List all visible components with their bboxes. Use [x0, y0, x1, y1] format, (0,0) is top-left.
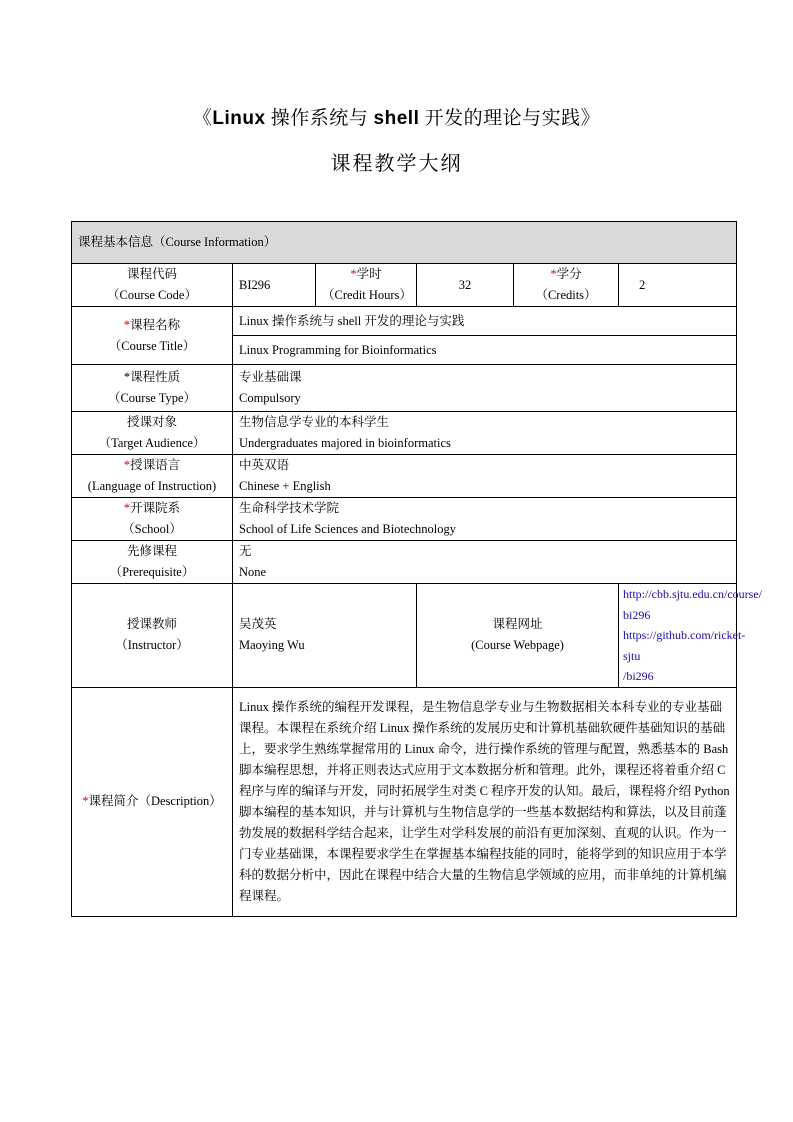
title-linux: Linux: [212, 108, 266, 129]
description-label: *课程简介（Description）: [72, 687, 233, 916]
course-code-value: BI296: [233, 264, 316, 307]
prerequisite-value: 无 None: [233, 541, 737, 584]
course-type-label: *课程性质 （Course Type）: [72, 365, 233, 412]
title-close-bracket: 》: [580, 108, 601, 129]
instructor-label: 授课教师 （Instructor）: [72, 584, 233, 688]
course-code-label: 课程代码 （Course Code）: [72, 264, 233, 307]
document-subtitle: 课程教学大纲: [330, 153, 463, 175]
webpage-links: [619, 584, 762, 688]
webpage-link-github-path[interactable]: /bi296: [623, 669, 654, 683]
course-info-table: [71, 221, 762, 917]
prerequisite-label: 先修课程 （Prerequisite）: [72, 541, 233, 584]
course-type-value: 专业基础课 Compulsory: [233, 365, 737, 412]
school-value: 生命科学技术学院 School of Life Sciences and Biotechnology: [233, 498, 737, 541]
language-label: *授课语言 (Language of Instruction): [72, 455, 233, 498]
credits-value: 2: [619, 264, 737, 307]
title-shell: shell: [373, 108, 420, 129]
credits-label: *学分 （Credits）: [514, 264, 619, 307]
title-open-bracket: 《: [192, 108, 213, 129]
webpage-label: 课程网址 (Course Webpage): [417, 584, 619, 688]
target-audience-label: 授课对象 （Target Audience）: [72, 412, 233, 455]
credit-hours-label: *学时 （Credit Hours）: [316, 264, 417, 307]
description-text: Linux 操作系统的编程开发课程，是生物信息学专业与生物数据相关本科专业的专业基础课程。本课程在系统介绍 Linux 操作系统的发展历史和计算机基础软硬件基础知识的基础上，要求学生熟练掌握常用的 Linux 命令，进行操作系统的管理与配置，熟悉基本的 Bash 脚本编程思想，并将正则表达式应用于文本数据分析和管理。此外，课程还将着重介绍 C 程序与库的编译与开发，同时拓展学生对类 C 程序开发的认知。最后，课程将介绍 Python 脚本编程的基本知识，并与计算机与生物信息学的一些基本数据结构和算法，以及目前蓬勃发展的数据科学结合起来，让学生对学科发展的前沿有更加深刻、直观的认识。作为一门专业基础课，本课程要求学生在掌握基本编程技能的同时，能将学到的知识应用于本学科的数据分析中，因此在课程中结合大量的生物信息学领域的应用，而非单纯的计算机编程课程。: [233, 687, 737, 916]
title-text-2: 开发的理论与实践: [419, 108, 581, 129]
credit-hours-value: 32: [417, 264, 514, 307]
section-header: 课程基本信息（Course Information）: [72, 222, 737, 264]
school-label: *开课院系 （School）: [72, 498, 233, 541]
webpage-link-github[interactable]: https://github.com/ricket-sjtu: [623, 628, 746, 663]
target-audience-value: 生物信息学专业的本科学生 Undergraduates majored in bioinformatics: [233, 412, 737, 455]
language-value: 中英双语 Chinese + English: [233, 455, 737, 498]
title-text-1: 操作系统与: [265, 108, 374, 129]
document-title: [0, 103, 793, 130]
course-title-en: Linux Programming for Bioinformatics: [233, 336, 737, 365]
course-title-label: *课程名称 （Course Title）: [72, 307, 233, 365]
webpage-link-sjtu-path[interactable]: bi296: [623, 607, 651, 622]
webpage-link-sjtu[interactable]: http://cbb.sjtu.edu.cn/course/: [623, 587, 762, 601]
instructor-value: 吴茂英 Maoying Wu: [233, 584, 417, 688]
course-title-cn: Linux 操作系统与 shell 开发的理论与实践: [233, 307, 737, 336]
